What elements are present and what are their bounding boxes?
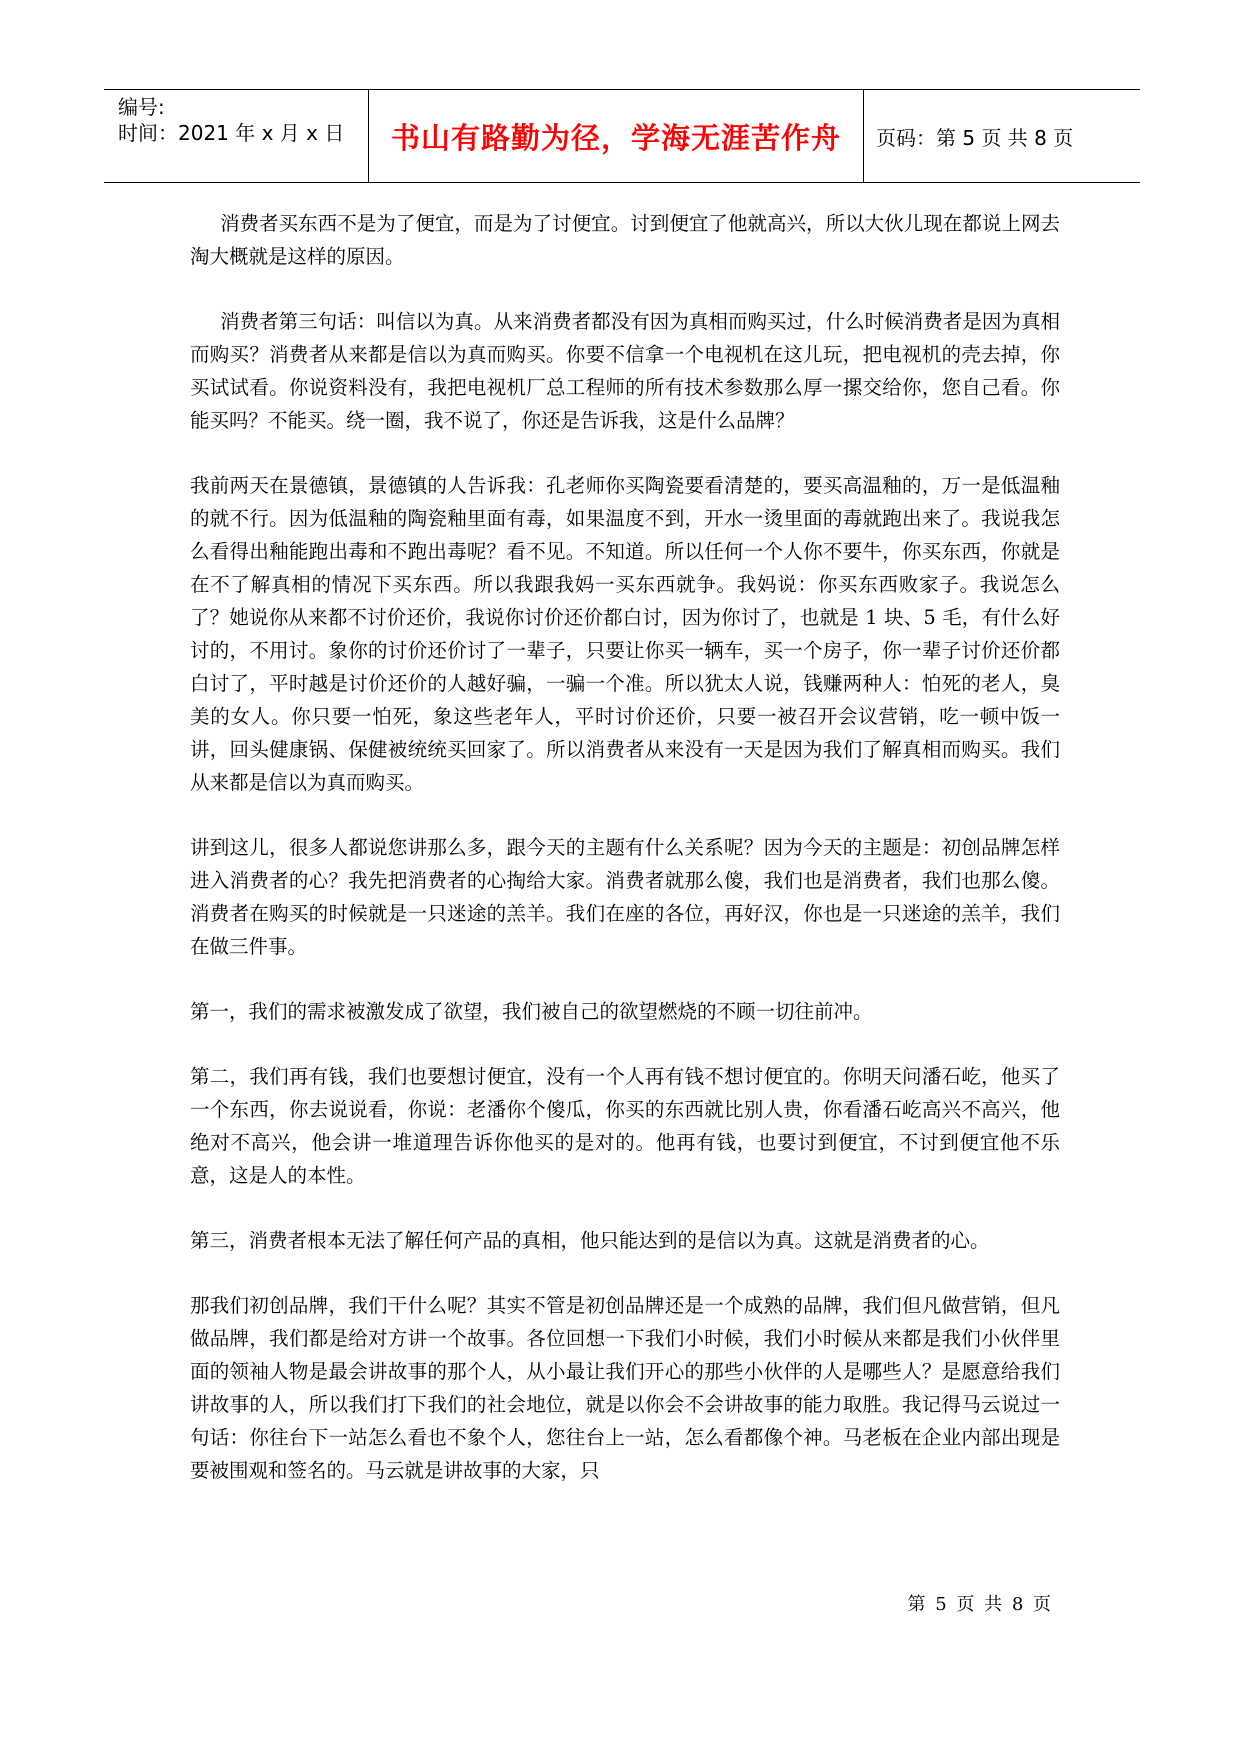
paragraph: 那我们初创品牌，我们干什么呢？其实不管是初创品牌还是一个成熟的品牌，我们但凡做营销，但凡做品牌，我们都是给对方讲一个故事。各位回想一下我们小时候，我们小时候从来都是我们小伙伴里面的领袖人物是最会讲故事的那个人，从小最让我们开心的那些小伙伴的人是哪些人？是愿意给我们讲故事的人，所以我们打下我们的社会地位，就是以你会不会讲故事的能力取胜。我记得马云说过一句话：你往台下一站怎么看也不象个人，您往台上一站，怎么看都像个神。马老板在企业内部出现是要被围观和签名的。马云就是讲故事的大家，只 bbox=[190, 1294, 1060, 1482]
page-footer bbox=[907, 1590, 1053, 1616]
document-date: 时间：2021 年 x 月 x 日 bbox=[118, 121, 345, 145]
document-number-label: 编号: bbox=[118, 95, 165, 119]
paragraph: 第三，消费者根本无法了解任何产品的真相，他只能达到的是信以为真。这就是消费者的心。 bbox=[190, 1229, 990, 1252]
paragraph: 第二，我们再有钱，我们也要想讨便宜，没有一个人再有钱不想讨便宜的。你明天问潘石屹，他买了一个东西，你去说说看，你说：老潘你个傻瓜，你买的东西就比别人贵，你看潘石屹高兴不高兴，他绝对不高兴，他会讲一堆道理告诉你他买的是对的。他再有钱，也要讨到便宜，不讨到便宜他不乐意，这是人的本性。 bbox=[190, 1065, 1060, 1187]
header-meta bbox=[104, 90, 369, 182]
document-body bbox=[190, 207, 1060, 1519]
paragraph: 讲到这儿，很多人都说您讲那么多，跟今天的主题有什么关系呢？因为今天的主题是：初创品牌怎样进入消费者的心？我先把消费者的心掏给大家。消费者就那么傻，我们也是消费者，我们也那么傻。消费者在购买的时候就是一只迷途的羔羊。我们在座的各位，再好汉，你也是一只迷途的羔羊，我们在做三件事。 bbox=[190, 836, 1060, 958]
header-motto-cell bbox=[369, 90, 864, 182]
footer-page-number: 第 5 页 共 8 页 bbox=[907, 1594, 1053, 1615]
paragraph: 我前两天在景德镇，景德镇的人告诉我：孔老师你买陶瓷要看清楚的，要买高温釉的，万一是低温釉的就不行。因为低温釉的陶瓷釉里面有毒，如果温度不到，开水一烫里面的毒就跑出来了。我说我怎么看得出釉能跑出毒和不跑出毒呢？看不见。不知道。所以任何一个人你不要牛，你买东西，你就是在不了解真相的情况下买东西。所以我跟我妈一买东西就争。我妈说：你买东西败家子。我说怎么了？她说你从来都不讨价还价，我说你讨价还价都白讨，因为你讨了，也就是 1 块、5 毛，有什么好讨的，不用讨。象你的讨价还价讨了一辈子，只要让你买一辆车，买一个房子，你一辈子讨价还价都白讨了，平时越是讨价还价的人越好骗，一骗一个准。所以犹太人说，钱赚两种人：怕死的老人，臭美的女人。你只要一怕死，象这些老年人，平时讨价还价，只要一被召开会议营销，吃一顿中饭一讲，回头健康锅、保健被统统买回家了。所以消费者从来没有一天是因为我们了解真相而购买。我们从来都是信以为真而购买。 bbox=[190, 474, 1060, 794]
paragraph: 消费者第三句话：叫信以为真。从来消费者都没有因为真相而购买过，什么时候消费者是因为真相而购买？消费者从来都是信以为真而购买。你要不信拿一个电视机在这儿玩，把电视机的壳去掉，你买试试看。你说资料没有，我把电视机厂总工程师的所有技术参数那么厚一摞交给你，您自己看。你能买吗？不能买。绕一圈，我不说了，你还是告诉我，这是什么品牌？ bbox=[190, 310, 1060, 432]
header-page-label: 页码：第 5 页 共 8 页 bbox=[876, 125, 1074, 150]
paragraph: 消费者买东西不是为了便宜，而是为了讨便宜。讨到便宜了他就高兴，所以大伙儿现在都说上网去淘大概就是这样的原因。 bbox=[190, 212, 1060, 268]
header-motto: 书山有路勤为径，学海无涯苦作舟 bbox=[390, 120, 841, 155]
page-header bbox=[104, 89, 1140, 183]
header-page-indicator bbox=[864, 90, 1140, 182]
paragraph: 第一，我们的需求被激发成了欲望，我们被自己的欲望燃烧的不顾一切往前冲。 bbox=[190, 1000, 873, 1023]
